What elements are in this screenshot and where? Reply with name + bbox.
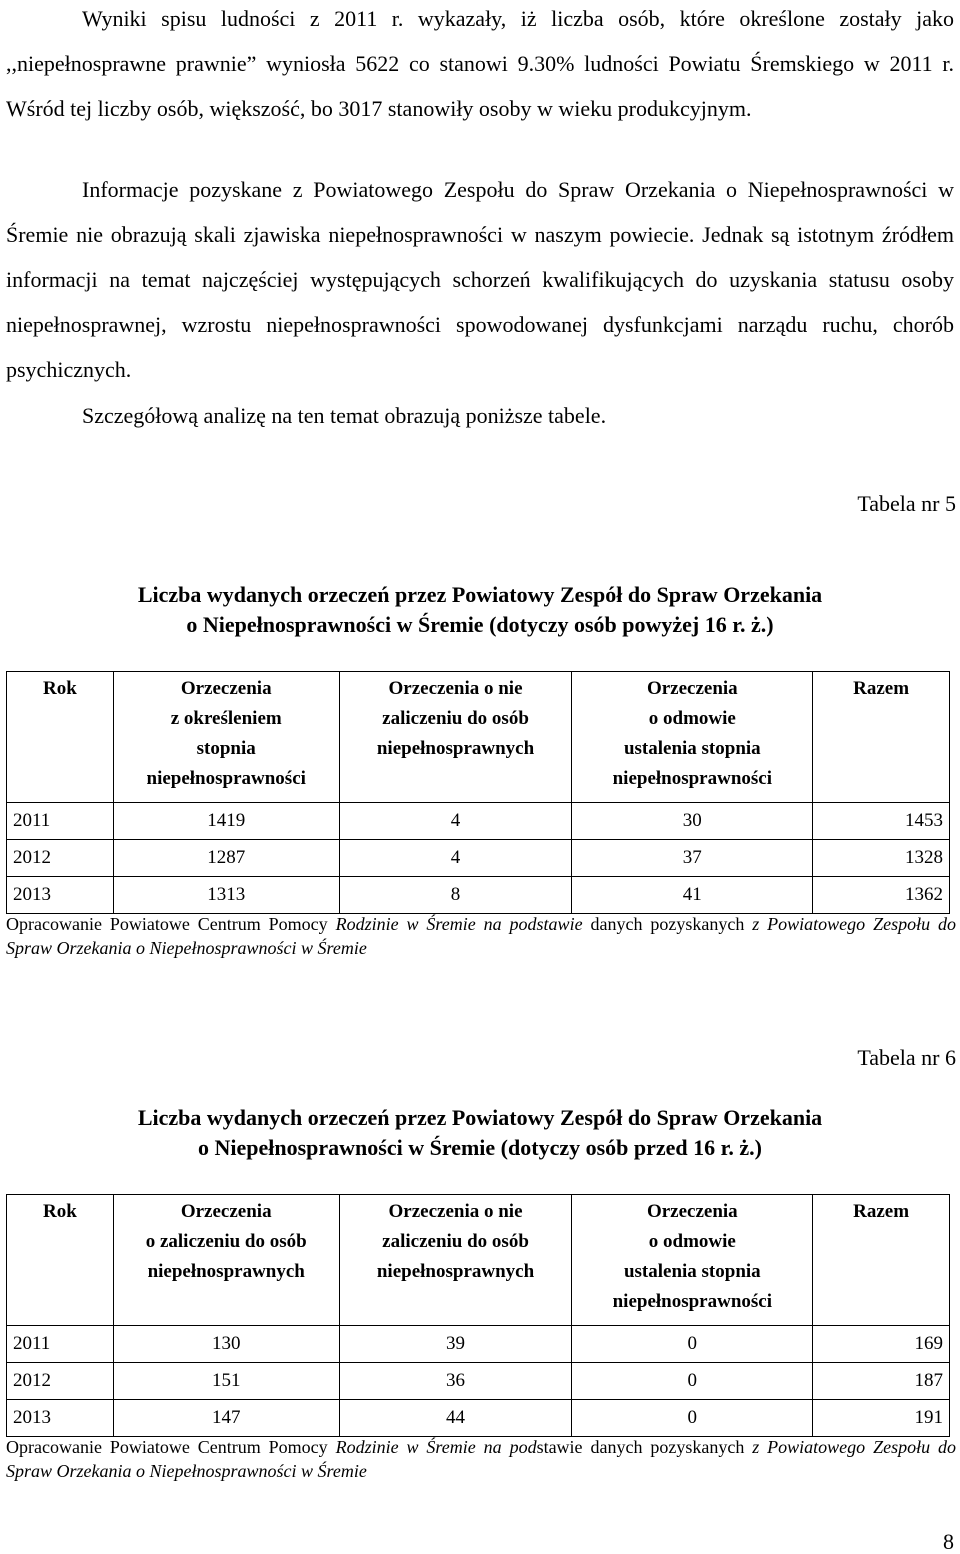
- table-row: [7, 877, 950, 914]
- table-5-title-line-2: o Niepełnosprawności w Śremie (dotyczy osób powyżej 16 r. ż.): [186, 612, 774, 637]
- table-6: [6, 1194, 950, 1437]
- cell-year: 2013: [7, 1400, 114, 1437]
- source-text-italic: Rodzinie w Śremie na pod: [335, 1437, 537, 1457]
- table-row: [7, 1326, 950, 1363]
- cell-value: 1313: [113, 877, 339, 914]
- cell-value: 147: [113, 1400, 339, 1437]
- header-line: Orzeczenia o nie: [388, 1201, 523, 1222]
- cell-total: 169: [813, 1326, 950, 1363]
- cell-value: 151: [113, 1363, 339, 1400]
- header-line: Rok: [43, 1201, 77, 1222]
- cell-value: 30: [572, 803, 813, 840]
- cell-value: 8: [339, 877, 572, 914]
- header-orzeczenia-o-nie-zaliczeniu: [339, 1195, 572, 1326]
- source-text: Opracowanie Powiatowe Centrum Pomocy: [6, 1437, 336, 1457]
- cell-year: 2012: [7, 840, 114, 877]
- header-line: zaliczeniu do osób: [382, 708, 529, 729]
- table-header-row: [7, 672, 950, 803]
- source-text: danych pozyskanych: [582, 914, 753, 934]
- header-line: niepełnosprawnych: [376, 738, 535, 759]
- cell-value: 41: [572, 877, 813, 914]
- source-text-italic: Rodzinie w Śremie na podstawie: [335, 914, 583, 934]
- table-5-title-line-1: Liczba wydanych orzeczeń przez Powiatowy Zespół do Spraw Orzekania: [137, 582, 823, 607]
- cell-total: 187: [813, 1363, 950, 1400]
- header-line: niepełnosprawnych: [376, 1261, 535, 1282]
- header-line: niepełnosprawności: [612, 1291, 773, 1312]
- cell-value: 1287: [113, 840, 339, 877]
- table-6-title-line-2: o Niepełnosprawności w Śremie (dotyczy osób przed 16 r. ż.): [197, 1135, 762, 1160]
- header-line: Orzeczenia o nie: [388, 678, 523, 699]
- cell-value: 4: [339, 840, 572, 877]
- cell-value: 0: [572, 1326, 813, 1363]
- cell-total: 1362: [813, 877, 950, 914]
- header-razem: [813, 672, 950, 803]
- source-text-italic: z Powiatowego Zespołu do Spraw Orzekania o Niepełnosprawności w Śremie: [6, 1437, 957, 1481]
- header-orzeczenia-z-okresleniem: [113, 672, 339, 803]
- header-line: o odmowie: [648, 1231, 736, 1252]
- source-text: stawie danych pozyskanych: [536, 1437, 753, 1457]
- cell-year: 2013: [7, 877, 114, 914]
- cell-total: 1453: [813, 803, 950, 840]
- source-text: Opracowanie Powiatowe Centrum Pomocy: [6, 914, 336, 934]
- header-line: niepełnosprawności: [146, 768, 306, 789]
- header-line: niepełnosprawnych: [147, 1261, 305, 1282]
- header-orzeczenia-o-odmowie: [572, 1195, 813, 1326]
- paragraph-information: Informacje pozyskane z Powiatowego Zespołu do Spraw Orzekania o Niepełnosprawności w Śremie nie obrazują skali zjawiska niepełnosprawności w naszym powiecie. Jednak są istotnym źródłem informacji na temat najczęściej występujących schorzeń kwalifikujących do uzyskania statusu osoby niepełnosprawnej, wzrostu niepełnosprawności spowodowanej dysfunkcjami narządu ruchu, chorób psychicznych.: [6, 177, 954, 382]
- cell-total: 191: [813, 1400, 950, 1437]
- cell-year: 2012: [7, 1363, 114, 1400]
- table-5-source: [6, 912, 956, 960]
- table-6-source: [6, 1435, 956, 1483]
- header-razem: [813, 1195, 950, 1326]
- table-row: [7, 1363, 950, 1400]
- source-text-italic: z Powiatowego Zespołu do Spraw Orzekania o Niepełnosprawności w Śremie: [6, 914, 956, 958]
- header-orzeczenia-o-nie-zaliczeniu: [339, 672, 572, 803]
- header-rok: [7, 1195, 114, 1326]
- table-5-label: Tabela nr 5: [857, 491, 956, 516]
- cell-value: 0: [572, 1363, 813, 1400]
- table-6-title-line-1: Liczba wydanych orzeczeń przez Powiatowy Zespół do Spraw Orzekania: [137, 1105, 823, 1130]
- header-line: Razem: [853, 1201, 910, 1222]
- table-row: [7, 1400, 950, 1437]
- header-line: Orzeczenia: [646, 678, 738, 699]
- cell-year: 2011: [7, 803, 114, 840]
- header-line: niepełnosprawności: [612, 768, 773, 789]
- header-line: z określeniem: [170, 708, 282, 729]
- cell-year: 2011: [7, 1326, 114, 1363]
- header-line: o odmowie: [648, 708, 736, 729]
- cell-value: 1419: [113, 803, 339, 840]
- header-line: Orzeczenia: [180, 1201, 272, 1222]
- paragraph-census: Wyniki spisu ludności z 2011 r. wykazały, iż liczba osób, które określone zostały jako ,,niepełnosprawne prawnie” wyniosła 5622 co stanowi 9.30% ludności Powiatu Śremskiego w 2011 r. Wśród tej liczby osób, większość, bo 3017 stanowiły osoby w wieku produkcyjnym.: [6, 6, 954, 121]
- table-row: [7, 803, 950, 840]
- cell-total: 1328: [813, 840, 950, 877]
- header-line: zaliczeniu do osób: [382, 1231, 529, 1252]
- header-line: ustalenia stopnia: [623, 738, 761, 759]
- header-line: o zaliczeniu do osób: [145, 1231, 307, 1252]
- header-orzeczenia-o-odmowie: [572, 672, 813, 803]
- header-orzeczenia-o-zaliczeniu: [113, 1195, 339, 1326]
- header-line: Razem: [853, 678, 910, 699]
- cell-value: 130: [113, 1326, 339, 1363]
- cell-value: 44: [339, 1400, 572, 1437]
- table-5-title: [0, 580, 960, 640]
- header-line: stopnia: [196, 738, 256, 759]
- page-number: 8: [943, 1529, 954, 1554]
- header-rok: [7, 672, 114, 803]
- table-header-row: [7, 1195, 950, 1326]
- cell-value: 36: [339, 1363, 572, 1400]
- header-line: ustalenia stopnia: [623, 1261, 761, 1282]
- cell-value: 4: [339, 803, 572, 840]
- cell-value: 39: [339, 1326, 572, 1363]
- table-5: [6, 671, 950, 914]
- paragraph-analysis-intro: Szczegółową analizę na ten temat obrazują poniższe tabele.: [82, 403, 607, 428]
- table-row: [7, 840, 950, 877]
- header-line: Orzeczenia: [180, 678, 272, 699]
- header-line: Rok: [43, 678, 77, 699]
- table-6-label: Tabela nr 6: [857, 1045, 956, 1070]
- cell-value: 0: [572, 1400, 813, 1437]
- table-6-title: [0, 1103, 960, 1163]
- header-line: Orzeczenia: [646, 1201, 738, 1222]
- cell-value: 37: [572, 840, 813, 877]
